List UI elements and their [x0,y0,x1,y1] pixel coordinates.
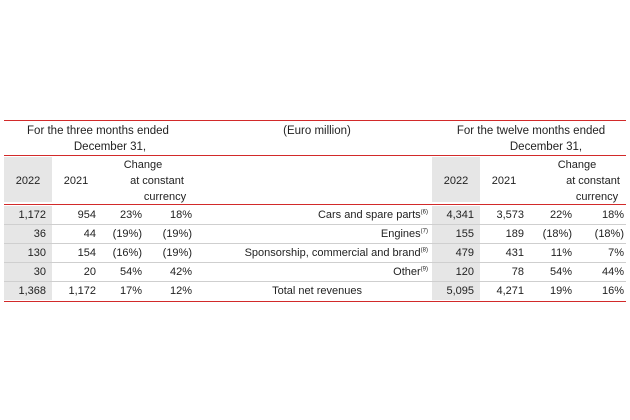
q-change-value: 54% [119,266,142,278]
column-header-rule [4,204,626,205]
table-row [4,244,626,262]
row-label [194,244,428,262]
footnote-ref: (8) [420,247,428,254]
a-change-value: 54% [549,266,572,278]
row-label-text: Other [393,266,421,278]
q2021-value: 1,172 [68,285,96,297]
col-header-q-constant-2: currency [143,191,187,203]
q2022-value: 30 [33,266,46,278]
table-row [4,225,626,243]
a2022-value: 120 [455,266,474,278]
a-constant-value: 44% [601,266,624,278]
row-label [194,282,362,300]
q-constant-value: 42% [169,266,192,278]
a2022-value: 479 [455,247,474,259]
a2021-value: 4,271 [496,285,524,297]
q2021-value: 44 [83,228,96,240]
q2022-value: 130 [27,247,46,259]
q2022-value: 1,172 [18,209,46,221]
q2021-value: 20 [83,266,96,278]
header-left-line1: For the three months ended [27,125,169,137]
row-label-text: Cars and spare parts [317,209,421,221]
a2021-value: 189 [505,228,524,240]
col-header-a-constant-1: at constant [566,175,620,187]
footnote-ref: (6) [420,209,428,216]
col-header-q-change: Change [123,159,163,171]
q-change-value: 23% [119,209,142,221]
bottom-rule [4,301,626,302]
q-change-value: (16%) [112,247,142,259]
q2022-value: 36 [33,228,46,240]
col-header-q2022: 2022 [15,175,41,187]
a-constant-value: 18% [601,209,624,221]
a2022-value: 4,341 [446,209,474,221]
q2021-value: 154 [77,247,96,259]
header-left-line2: December 31, [73,141,147,153]
a2022-value: 155 [455,228,474,240]
row-label-text: Engines [380,228,421,240]
q-constant-value: (19%) [162,228,192,240]
q2022-value: 1,368 [18,285,46,297]
header-right-line1: For the twelve months ended [456,125,606,137]
header-right-line2: December 31, [509,141,583,153]
col-header-a-constant-2: currency [575,191,619,203]
a2022-value: 5,095 [446,285,474,297]
table-row [4,206,626,224]
q-constant-value: 18% [169,209,192,221]
q2021-value: 954 [77,209,96,221]
col-header-q-constant-1: at constant [130,175,184,187]
footnote-ref: (9) [420,266,428,273]
row-label [194,206,428,224]
q-constant-value: 12% [169,285,192,297]
col-header-a2022: 2022 [443,175,469,187]
a-change-value: 19% [549,285,572,297]
col-header-q2021: 2021 [63,175,89,187]
a2021-value: 78 [511,266,524,278]
group-rule [4,155,626,156]
footnote-ref: (7) [420,228,428,235]
table-row-total [4,282,626,300]
row-label-text: Total net revenues [272,285,362,297]
a-constant-value: 7% [608,247,624,259]
col-header-a-change: Change [557,159,597,171]
row-label [194,263,428,281]
q-constant-value: (19%) [162,247,192,259]
a-constant-value: (18%) [594,228,624,240]
a-change-value: 11% [550,247,572,259]
a-change-value: 22% [549,209,572,221]
a-change-value: (18%) [542,228,572,240]
a2021-value: 3,573 [496,209,524,221]
q-change-value: (19%) [112,228,142,240]
header-unit: (Euro million) [283,125,351,137]
table-row [4,263,626,281]
top-rule [4,120,626,121]
a2021-value: 431 [505,247,524,259]
col-header-a2021: 2021 [491,175,517,187]
row-label [194,225,428,243]
q-change-value: 17% [119,285,142,297]
a-constant-value: 16% [601,285,624,297]
row-label-text: Sponsorship, commercial and brand [244,247,421,259]
